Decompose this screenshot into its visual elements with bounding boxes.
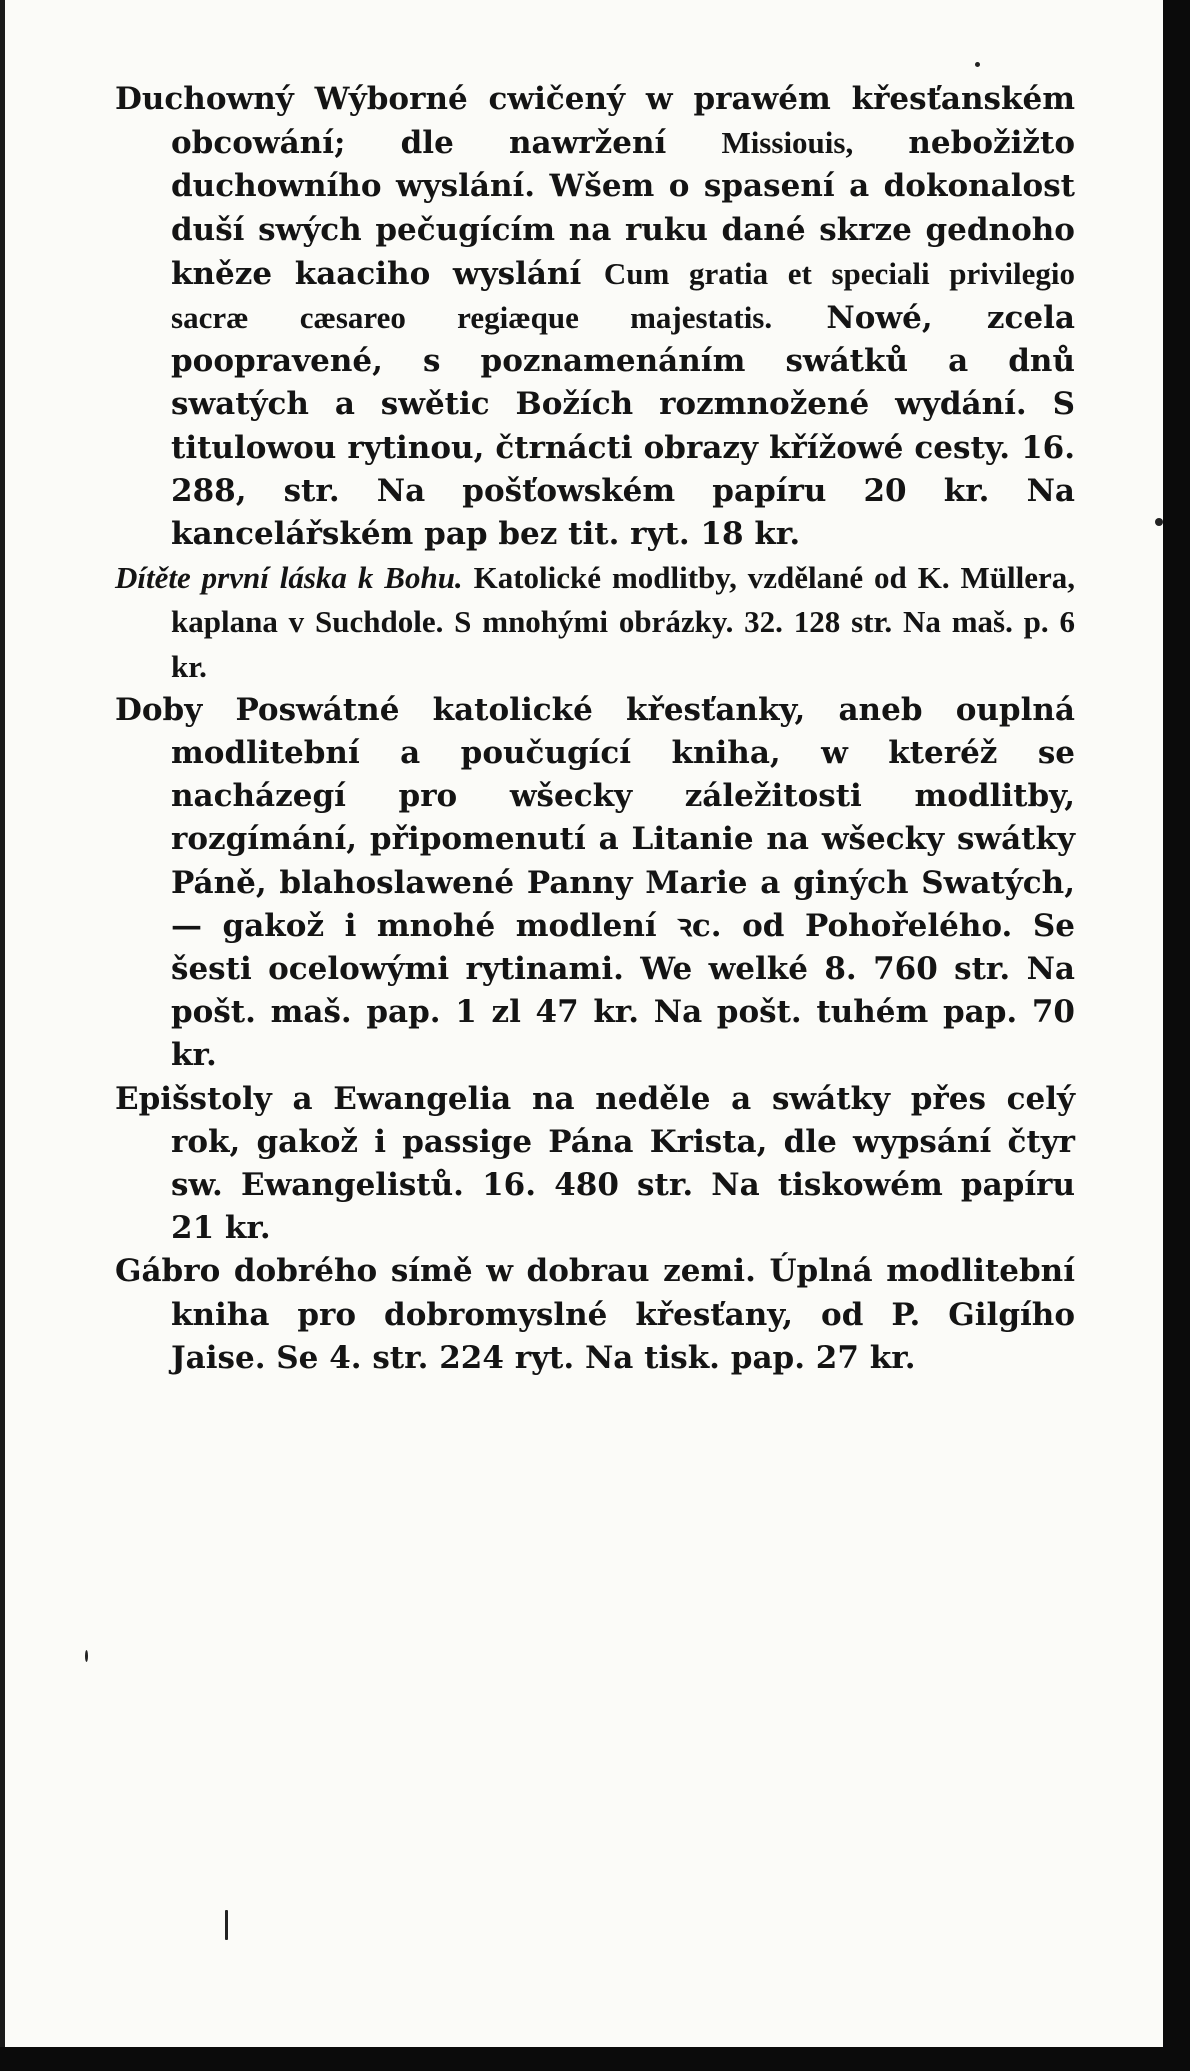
page-bottom-border [0, 2047, 1190, 2071]
entry-title-latin: Missiouis, [721, 125, 854, 161]
catalog-text [115, 78, 1075, 1380]
entry-body-latin: Cum gratia et speciali privilegio sacræ cæsareo regiæque majestatis. [171, 255, 1075, 336]
ink-speck [975, 62, 980, 67]
catalog-entry [115, 1078, 1075, 1251]
entry-title-italic: Dítěte první láska k Bohu. [115, 560, 463, 596]
entry-title: Doby Poswátné katolické křesťanky, aneb ouplná modlitební a poučugící kniha, w kteréž se nacházegí pro wšecky záležitosti modlitby, rozgímání, připomenutí a Litanie na wšecky swátky Páně, blahoslawené Panny Marie a giných Swatých, — gakož i mnohé modlení ꝛc. od Pohořelého. Se šesti ocelowými rytinami. We welké 8. 760 str. Na pošt. maš. pap. 1 zl 47 kr. Na pošt. tuhém pap. 70 kr. [115, 691, 1075, 1074]
entry-title: Epišstoly a Ewangelia na neděle a swátky přes celý rok, gakož i passige Pána Krista, dle wypsání čtyr sw. Ewangelistů. 16. 480 str. Na tiskowém papíru 21 kr. [115, 1080, 1075, 1247]
page-left-edge [0, 0, 5, 2071]
catalog-entry [115, 689, 1075, 1078]
entry-body-latin: Katolické modlitby, vzdělané od K. Müllera, kaplana v Suchdole. S mnohými obrázky. 32. 128 str. Na maš. p. 6 kr. [171, 560, 1075, 684]
catalog-entry [115, 556, 1075, 689]
page-right-border [1163, 0, 1190, 2071]
entry-body: nebožižto duchowního wyslání. Wšem o spasení a dokonalost duší swých pečugícím na ruku dané skrze gednoho kněze kaaciho wyslání [171, 125, 1075, 292]
entry-title: Gábro dobrého símě w dobrau zemi. Úplná modlitební kniha pro dobromyslné křesťany, od P. Gilgího Jaise. Se 4. str. 224 ryt. Na tisk. pap. 27 kr. [115, 1253, 1075, 1376]
entry-title: Duchowný Wýborné cwičený w prawém křesťanském obcowání; dle nawržení [115, 81, 1075, 162]
ink-speck [85, 1650, 88, 1662]
entry-body-continued: Nowé, zcela poopravené, s poznamenáním swátků a dnů swatých a swětic Božích rozmnožené wydání. S titulowou rytinou, čtrnácti obrazy křížowé cesty. 16. 288, str. Na pošťowském papíru 20 kr. Na kancelářském pap bez tit. ryt. 18 kr. [171, 300, 1075, 553]
catalog-entry [115, 78, 1075, 556]
ink-speck [225, 1910, 228, 1940]
catalog-entry [115, 1250, 1075, 1380]
ink-speck [1155, 518, 1163, 526]
